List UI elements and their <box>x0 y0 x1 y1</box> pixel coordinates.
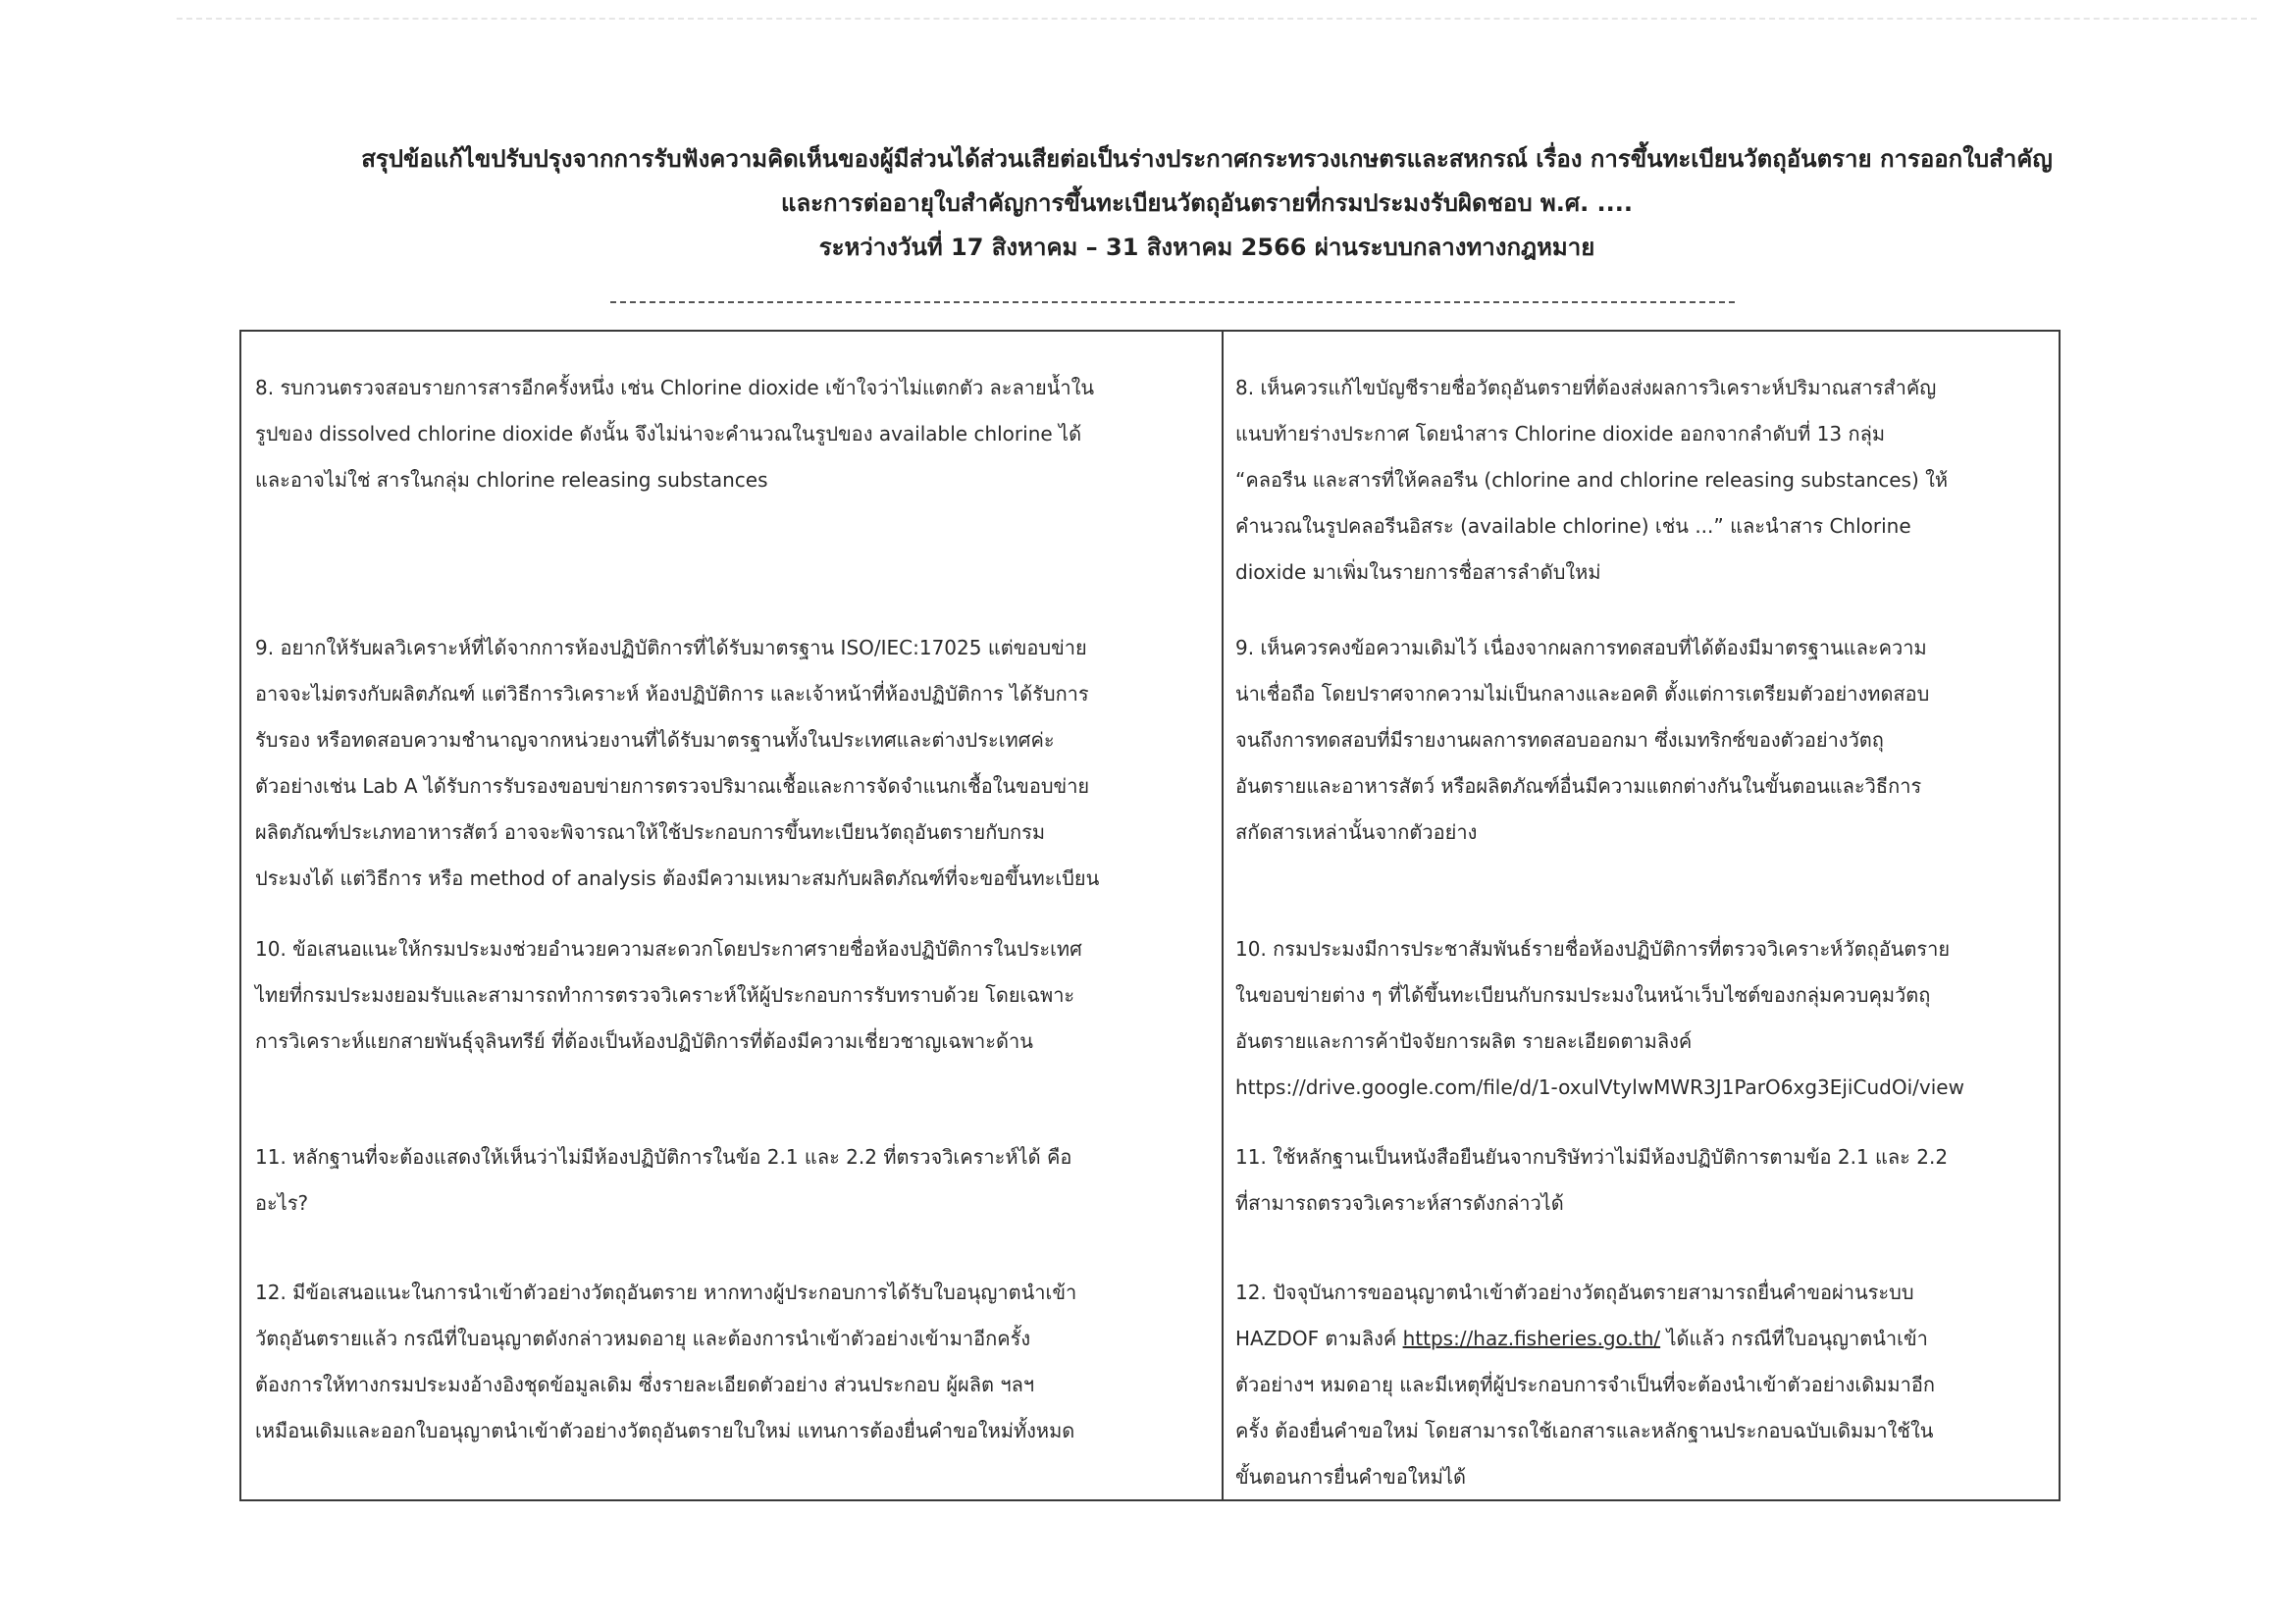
dashed-separator <box>610 301 1735 303</box>
comment-cell-8: 8. รบกวนตรวจสอบรายการสารอีกครั้งหนึ่ง เช่น Chlorine dioxide เข้าใจว่าไม่แตกตัว ละลายน้ำใน รูปของ dissolved chlorine dioxide ดังนั้น จึงไม่น่าจะคำนวณในรูปของ available chlorine ได้ และอาจไม่ใช่ สารในกลุ่ม chlorine releasing substances <box>255 376 1095 492</box>
response-cell-9: 9. เห็นควรคงข้อความเดิมไว้ เนื่องจากผลการทดสอบที่ได้ต้องมีมาตรฐานและความ น่าเชื่อถือ โดยปราศจากความไม่เป็นกลางและอคติ ตั้งแต่การเตรียมตัวอย่างทดสอบ จนถึงการทดสอบที่มีรายงานผลการทดสอบออกมา ซึ่งเมทริกซ์ของตัวอย่างวัตถุ อันตรายและอาหารสัตว์ หรือผลิตภัณฑ์อื่นมีความแตกต่างกันในขั้นตอนและวิธีการ สกัดสารเหล่านั้นจากตัวอย่าง <box>1235 636 1930 844</box>
comment-cell-12: 12. มีข้อเสนอแนะในการนำเข้าตัวอย่างวัตถุอันตราย หากทางผู้ประกอบการได้รับใบอนุญาตนำเข้า วัตถุอันตรายแล้ว กรณีที่ใบอนุญาตดังกล่าวหมดอายุ และต้องการนำเข้าตัวอย่างเข้ามาอีกครั้ง ต้องการให้ทางกรมประมงอ้างอิงชุดข้อมูลเดิม ซึ่งรายละเอียดตัวอย่าง ส่วนประกอบ ผู้ผลิต ฯลฯ เหมือนเดิมและออกใบอนุญาตนำเข้าตัวอย่างวัตถุอันตรายใบใหม่ แทนการต้องยื่นคำขอใหม่ทั้งหมด <box>255 1281 1077 1442</box>
column-divider <box>1222 332 1224 1499</box>
scan-edge-artifact <box>177 18 2257 26</box>
lab-list-link[interactable]: https://drive.google.com/file/d/1-oxulVtylwMWR3J1ParO6xg3EjiCudOi/view <box>1235 1075 1964 1099</box>
comment-cell-10: 10. ข้อเสนอแนะให้กรมประมงช่วยอำนวยความสะดวกโดยประกาศรายชื่อห้องปฏิบัติการในประเทศ ไทยที่กรมประมงยอมรับและสามารถทำการตรวจวิเคราะห์ให้ผู้ประกอบการรับทราบด้วย โดยเฉพาะ การวิเคราะห์แยกสายพันธุ์จุลินทรีย์ ที่ต้องเป็นห้องปฏิบัติการที่ต้องมีความเชี่ยวชาญเฉพาะด้าน <box>255 937 1082 1053</box>
response-cell-10: 10. กรมประมงมีการประชาสัมพันธ์รายชื่อห้องปฏิบัติการที่ตรวจวิเคราะห์วัตถุอันตราย ในขอบข่ายต่าง ๆ ที่ได้ขึ้นทะเบียนกับกรมประมงในหน้าเว็บไซต์ของกลุ่มควบคุมวัตถุ อันตรายและการค้าปัจจัยการผลิต รายละเอียดตามลิงค์ https://drive.google.com/file/d/1-oxulVtylwMWR3J1ParO6xg3EjiCudOi/view <box>1235 926 2050 1111</box>
header-line-2: และการต่ออายุใบสำคัญการขึ้นทะเบียนวัตถุอันตรายที่กรมประมงรับผิดชอบ พ.ศ. .... <box>780 189 1634 217</box>
header-line-3: ระหว่างวันที่ 17 สิงหาคม – 31 สิงหาคม 2566 ผ่านระบบกลางทางกฎหมาย <box>818 234 1595 261</box>
comment-cell-11: 11. หลักฐานที่จะต้องแสดงให้เห็นว่าไม่มีห้องปฏิบัติการในข้อ 2.1 และ 2.2 ที่ตรวจวิเคราะห์ได้ คือ อะไร? <box>255 1145 1072 1215</box>
comment-cell-9: 9. อยากให้รับผลวิเคราะห์ที่ได้จากการห้องปฏิบัติการที่ได้รับมาตรฐาน ISO/IEC:17025 แต่ขอบข่าย อาจจะไม่ตรงกับผลิตภัณฑ์ แต่วิธีการวิเคราะห์ ห้องปฏิบัติการ และเจ้าหน้าที่ห้องปฏิบัติการ ได้รับการ รับรอง หรือทดสอบความชำนาญจากหน่วยงานที่ได้รับมาตรฐานทั้งในประเทศและต่างประเทศค่ะ ตัวอย่างเช่น Lab A ได้รับการรับรองขอบข่ายการตรวจปริมาณเชื้อและการจัดจำแนกเชื้อในขอบข่าย ผลิตภัณฑ์ประเภทอาหารสัตว์ อาจจะพิจารณาให้ใช้ประกอบการขึ้นทะเบียนวัตถุอันตรายกับกรม ประมงได้ แต่วิธีการ หรือ method of analysis ต้องมีความเหมาะสมกับผลิตภัณฑ์ที่จะขอขึ้นทะเบียน <box>255 636 1100 890</box>
header-line-1: สรุปข้อแก้ไขปรับปรุงจากการรับฟังความคิดเห็นของผู้มีส่วนได้ส่วนเสียต่อเป็นร่างประกาศกระทรวงเกษตรและสหกรณ์ เรื่อง การขึ้นทะเบียนวัตถุอันตราย การออกใบสำคัญ <box>361 145 2053 173</box>
response-cell-11: 11. ใช้หลักฐานเป็นหนังสือยืนยันจากบริษัทว่าไม่มีห้องปฏิบัติการตามข้อ 2.1 และ 2.2 ที่สามารถตรวจวิเคราะห์สารดังกล่าวได้ <box>1235 1145 1949 1215</box>
hazdof-link[interactable]: https://haz.fisheries.go.th/ <box>1402 1327 1661 1350</box>
comments-table <box>239 330 2061 1501</box>
document-header <box>294 137 2119 270</box>
response-cell-12: 12. ปัจจุบันการขออนุญาตนำเข้าตัวอย่างวัตถุอันตรายสามารถยื่นคำขอผ่านระบบ HAZDOF ตามลิงค์ https://haz.fisheries.go.th/ ได้แล้ว กรณีที่ใบอนุญาตนำเข้า ตัวอย่างฯ หมดอายุ และมีเหตุที่ผู้ประกอบการจำเป็นที่จะต้องนำเข้าตัวอย่างเดิมมาอีก ครั้ง ต้องยื่นคำขอใหม่ โดยสามารถใช้เอกสารและหลักฐานประกอบฉบับเดิมมาใช้ใน ขั้นตอนการยื่นคำขอใหม่ได้ <box>1235 1281 1935 1489</box>
response-cell-8: 8. เห็นควรแก้ไขบัญชีรายชื่อวัตถุอันตรายที่ต้องส่งผลการวิเคราะห์ปริมาณสารสำคัญ แนบท้ายร่างประกาศ โดยนำสาร Chlorine dioxide ออกจากลำดับที่ 13 กลุ่ม “คลอรีน และสารที่ให้คลอรีน (chlorine and chlorine releasing substances) ให้ คำนวณในรูปคลอรีนอิสระ (available chlorine) เช่น ...” และนำสาร Chlorine dioxide มาเพิ่มในรายการชื่อสารลำดับใหม่ <box>1235 376 1949 584</box>
